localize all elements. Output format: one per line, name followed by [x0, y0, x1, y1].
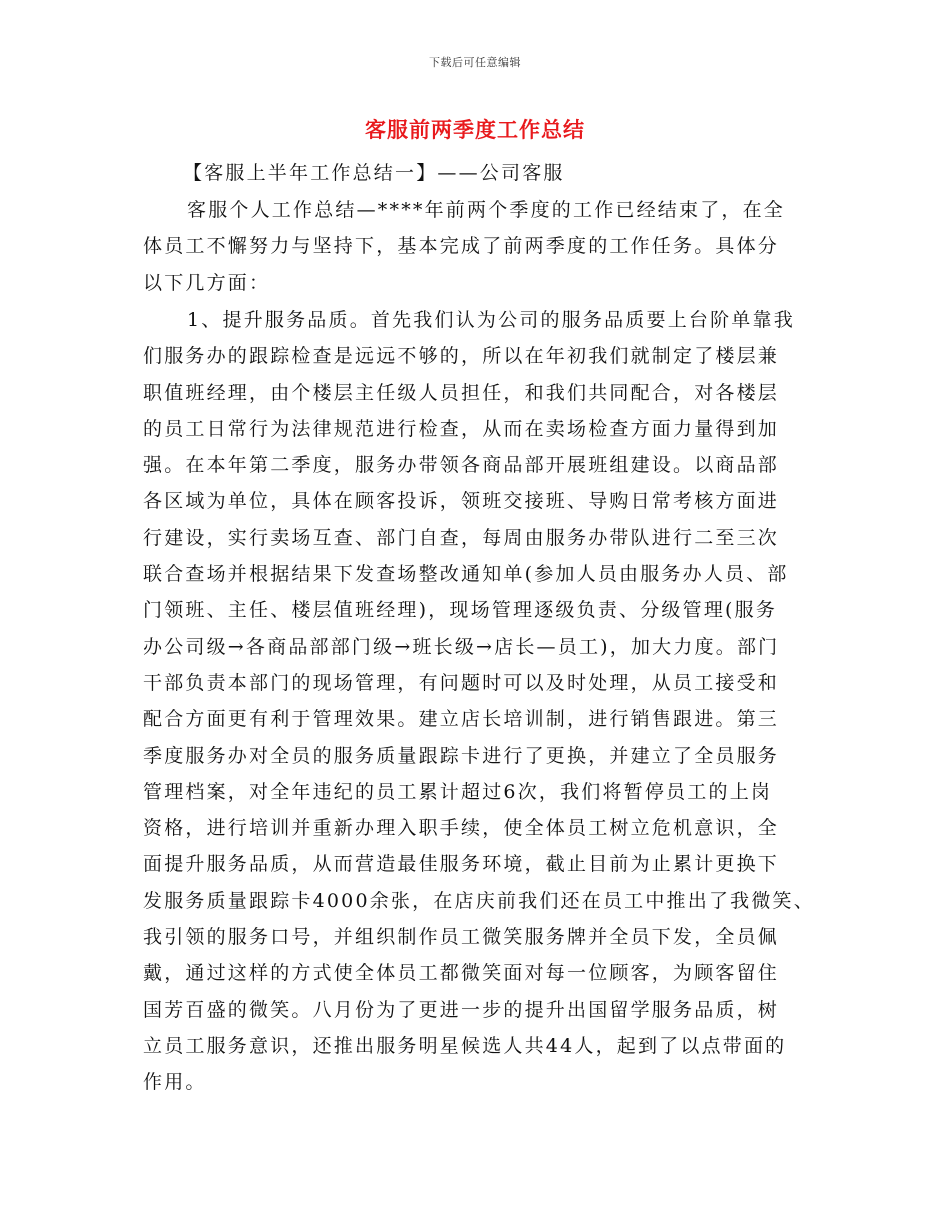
- header-note: 下载后可任意编辑: [429, 56, 521, 69]
- paragraph-line: 1、提升服务品质。首先我们认为公司的服务品质要上台阶单靠我: [187, 309, 795, 331]
- paragraph-line: 联合查场并根据结果下发查场整改通知单(参加人员由服务办人员、部: [143, 563, 789, 586]
- section-subtitle: 【客服上半年工作总结一】——公司客服: [183, 162, 565, 184]
- paragraph-line: 干部负责本部门的现场管理，有问题时可以及时处理，从员工接受和: [143, 671, 780, 694]
- paragraph-line: 配合方面更有利于管理效果。建立店长培训制，进行销售跟进。第三: [143, 708, 780, 731]
- paragraph-line: 强。在本年第二季度，服务办带领各商品部开展班组建设。以商品部: [143, 454, 780, 477]
- paragraph-line: 体员工不懈努力与坚持下，基本完成了前两季度的工作任务。具体分: [143, 235, 780, 258]
- paragraph-line: 以下几方面：: [143, 271, 271, 294]
- paragraph-line: 门领班、主任、楼层值班经理)，现场管理逐级负责、分级管理(服务: [143, 599, 778, 622]
- paragraph-line: 发服务质量跟踪卡4000余张，在店庆前我们还在员工中推出了我微笑、: [143, 889, 815, 912]
- paragraph-line: 季度服务办对全员的服务质量跟踪卡进行了更换，并建立了全员服务: [143, 744, 780, 767]
- paragraph-line: 客服个人工作总结—****年前两个季度的工作已经结束了，在全: [187, 199, 786, 221]
- paragraph-line: 的员工日常行为法律规范进行检查，从而在卖场检查方面力量得到加: [143, 417, 780, 440]
- document-title: 客服前两季度工作总结: [365, 117, 585, 142]
- paragraph-line: 作用。: [143, 1071, 207, 1094]
- paragraph-line: 国芳百盛的微笑。八月份为了更进一步的提升出国留学服务品质，树: [143, 998, 780, 1021]
- paragraph-line: 行建设，实行卖场互查、部门自查，每周由服务办带队进行二至三次: [143, 526, 780, 549]
- paragraph-line: 管理档案，对全年违纪的员工累计超过6次，我们将暂停员工的上岗: [143, 780, 773, 803]
- paragraph-line: 办公司级→各商品部部门级→班长级→店长—员工)，加大力度。部门: [143, 635, 780, 658]
- paragraph-line: 我引领的服务口号，并组织制作员工微笑服务牌并全员下发，全员佩: [143, 926, 780, 949]
- intro-paragraph: [143, 192, 803, 301]
- service-quality-paragraph: [143, 302, 815, 1101]
- paragraph-line: 戴，通过这样的方式使全体员工都微笑面对每一位顾客，为顾客留住: [143, 962, 780, 985]
- paragraph-line: 职值班经理，由个楼层主任级人员担任，和我们共同配合，对各楼层: [143, 381, 780, 404]
- paragraph-line: 们服务办的跟踪检查是远远不够的，所以在年初我们就制定了楼层兼: [143, 345, 780, 368]
- paragraph-line: 各区域为单位，具体在顾客投诉，领班交接班、导购日常考核方面进: [143, 490, 780, 513]
- paragraph-line: 面提升服务品质，从而营造最佳服务环境，截止目前为止累计更换下: [143, 853, 780, 876]
- paragraph-line: 立员工服务意识，还推出服务明星候选人共44人，起到了以点带面的: [143, 1034, 787, 1057]
- paragraph-line: 资格，进行培训并重新办理入职手续，使全体员工树立危机意识，全: [143, 817, 780, 840]
